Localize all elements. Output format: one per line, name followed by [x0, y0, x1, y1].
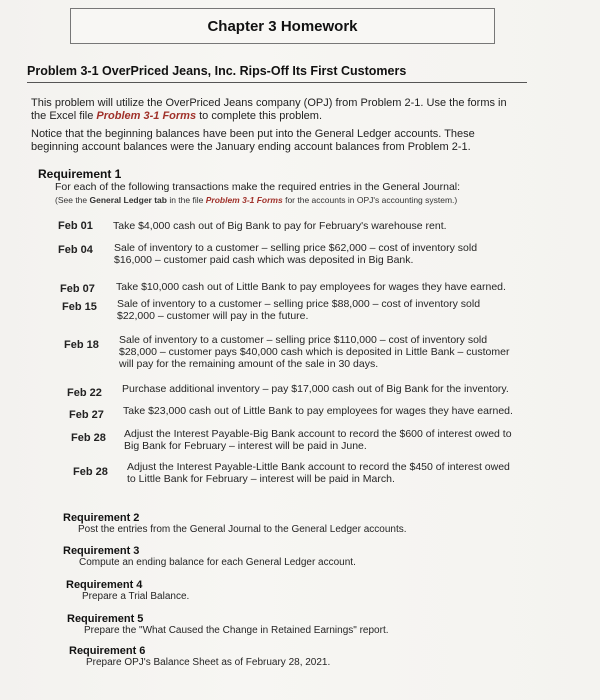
transaction-description [114, 242, 534, 266]
transaction-description [113, 220, 533, 232]
requirement-2-text: Post the entries from the General Journal to the General Ledger accounts. [78, 524, 407, 535]
requirement-6-text: Prepare OPJ's Balance Sheet as of February 28, 2021. [86, 657, 331, 668]
page-title: Chapter 3 Homework [70, 8, 495, 44]
transaction-description [127, 461, 547, 485]
notice-paragraph [31, 128, 541, 154]
transaction-line: Sale of inventory to a customer – selling price $110,000 – cost of inventory sold [119, 334, 488, 346]
note-general-ledger: General Ledger tab [89, 195, 167, 205]
transaction-date: Feb 01 [58, 220, 93, 232]
note-prefix: (See the [55, 195, 90, 205]
transaction-date: Feb 22 [67, 387, 102, 399]
intro-line-2-prefix: the Excel file [31, 110, 97, 122]
intro-paragraph [31, 97, 541, 123]
transaction-line: Adjust the Interest Payable-Little Bank account to record the $450 of interest owed [127, 461, 510, 473]
transaction-date: Feb 18 [64, 339, 99, 351]
transaction-description [124, 428, 544, 452]
requirement-3-text: Compute an ending balance for each General Ledger account. [79, 557, 356, 568]
requirement-1-instruction: For each of the following transactions make the required entries in the General Journal: [55, 181, 461, 193]
transaction-line: to Little Bank for February – interest will be paid in March. [127, 473, 395, 485]
requirement-1-note [55, 195, 457, 205]
requirement-4-text: Prepare a Trial Balance. [82, 591, 190, 602]
transaction-description [117, 298, 537, 322]
requirement-5-heading: Requirement 5 [67, 613, 144, 625]
transaction-date: Feb 15 [62, 301, 97, 313]
requirement-3-heading: Requirement 3 [63, 545, 140, 557]
transaction-date: Feb 28 [73, 466, 108, 478]
transaction-description [116, 281, 536, 293]
transaction-line: Big Bank for February – interest will be paid in June. [124, 440, 367, 452]
transaction-description [123, 405, 543, 417]
intro-line-1: This problem will utilize the OverPriced Jeans company (OPJ) from Problem 2-1. Use the forms in [31, 97, 507, 109]
requirement-1-heading: Requirement 1 [38, 167, 122, 181]
note-mid: in the file [166, 195, 206, 205]
transaction-line: Purchase additional inventory – pay $17,000 cash out of Big Bank for the inventory. [122, 383, 509, 395]
transaction-line: Take $10,000 cash out of Little Bank to pay employees for wages they have earned. [116, 281, 506, 293]
transaction-date: Feb 28 [71, 432, 106, 444]
transaction-line: Take $4,000 cash out of Big Bank to pay for February's warehouse rent. [113, 220, 447, 232]
note-suffix: for the accounts in OPJ's accounting system.) [282, 195, 458, 205]
requirement-4-heading: Requirement 4 [66, 579, 143, 591]
problem-heading: Problem 3-1 OverPriced Jeans, Inc. Rips-Off Its First Customers [27, 64, 527, 83]
transaction-date: Feb 04 [58, 244, 93, 256]
transaction-line: $22,000 – customer will pay in the future. [117, 310, 309, 322]
transaction-date: Feb 27 [69, 409, 104, 421]
requirement-6-heading: Requirement 6 [69, 645, 146, 657]
transaction-description [119, 334, 529, 370]
note-forms-file: Problem 3-1 Forms [205, 195, 283, 205]
transaction-line: will pay for the remaining amount of the sale in 30 days. [119, 358, 379, 370]
notice-line-1: Notice that the beginning balances have been put into the General Ledger accounts. These [31, 128, 475, 140]
transaction-line: Sale of inventory to a customer – selling price $62,000 – cost of inventory sold [114, 242, 478, 254]
transaction-line: Adjust the Interest Payable-Big Bank account to record the $600 of interest owed to [124, 428, 512, 440]
transaction-line: $28,000 – customer pays $40,000 cash which is deposited in Little Bank – customer [119, 346, 510, 358]
requirement-5-text: Prepare the "What Caused the Change in Retained Earnings" report. [84, 625, 389, 636]
transaction-line: Take $23,000 cash out of Little Bank to pay employees for wages they have earned. [123, 405, 513, 417]
transaction-date: Feb 07 [60, 283, 95, 295]
intro-line-2-suffix: to complete this problem. [196, 110, 323, 122]
transaction-line: $16,000 – customer paid cash which was deposited in Big Bank. [114, 254, 414, 266]
requirement-2-heading: Requirement 2 [63, 512, 140, 524]
intro-line-2 [31, 110, 541, 123]
notice-line-2: beginning account balances were the January ending account balances from Problem 2-1. [31, 141, 471, 153]
forms-file-name: Problem 3-1 Forms [96, 110, 197, 122]
transaction-line: Sale of inventory to a customer – selling price $88,000 – cost of inventory sold [117, 298, 481, 310]
transaction-description [122, 383, 542, 395]
